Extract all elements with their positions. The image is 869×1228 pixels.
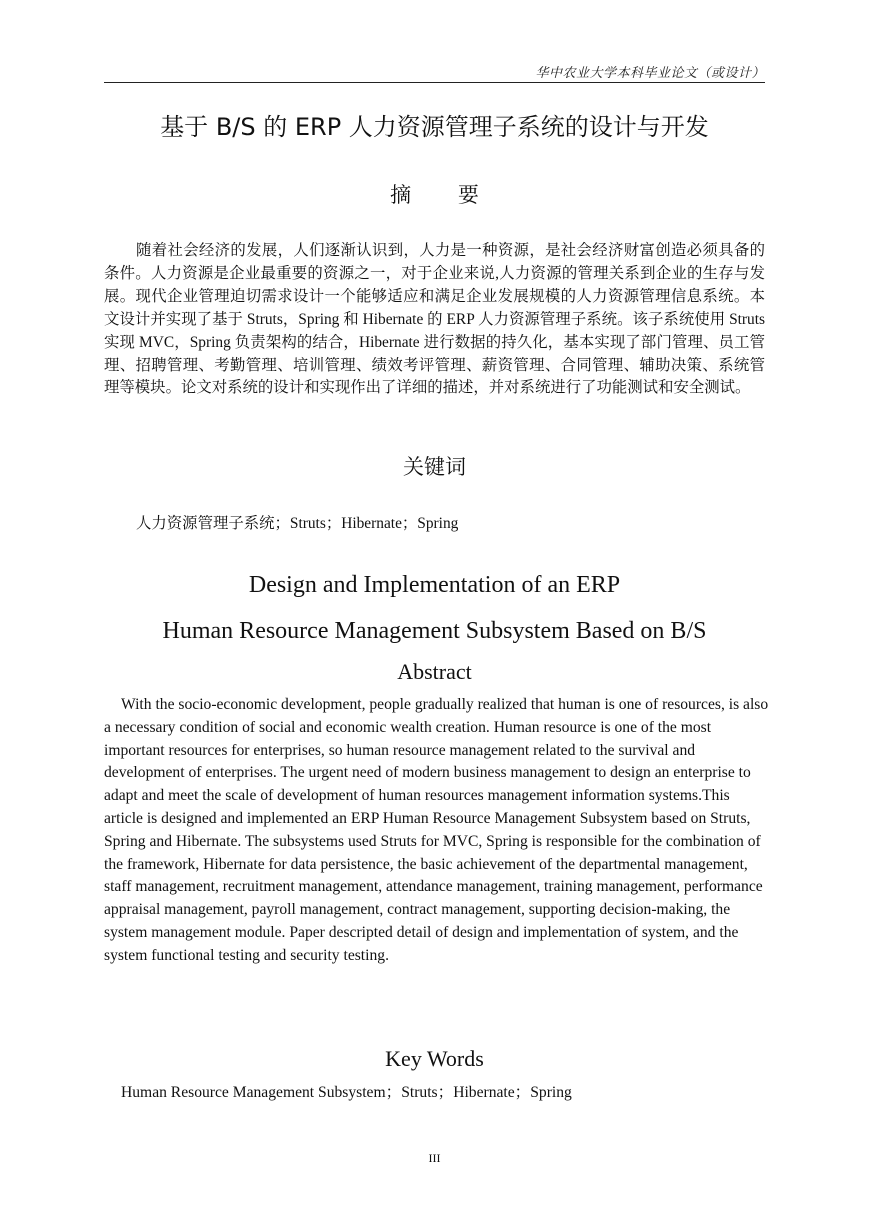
- chinese-keywords-heading: 关键词: [403, 455, 466, 479]
- english-abstract-text: With the socio-economic development, people gradually realized that human is one of resources, is also a necessary condition of social and economic wealth creation. Human resource is one of the most important resources for enterprises, so human resource management related to the survival and development of enterprises. The urgent need of modern business management to design an enterprise to adapt and meet the scale of development of human resources management information systems.This article is designed and implemented an ERP Human Resource Management Subsystem based on Struts, Spring and Hibernate. The subsystems used Struts for MVC, Spring is responsible for the combination of the framework, Hibernate for data persistence, the basic achievement of the departmental management, staff management, recruitment management, attendance management, training management, performance appraisal management, payroll management, contract management, supporting decision-making, the system management module. Paper descripted detail of design and implementation of system, and the system functional testing and security testing.: [104, 696, 769, 964]
- chinese-title: 基于 B/S 的 ERP 人力资源管理子系统的设计与开发: [160, 113, 709, 141]
- page-number: III: [428, 1151, 441, 1165]
- english-abstract-heading: Abstract: [397, 659, 472, 684]
- english-title-line-2: Human Resource Management Subsystem Based on B/S: [162, 618, 707, 644]
- english-keywords-heading: Key Words: [385, 1046, 484, 1071]
- running-title: 华中农业大学本科毕业论文（或设计）: [535, 65, 765, 80]
- english-title: [104, 562, 765, 654]
- chinese-keywords-text: 人力资源管理子系统；Struts；Hibernate；Spring: [136, 515, 459, 532]
- english-keywords-text: Human Resource Management Subsystem；Struts；Hibernate；Spring: [121, 1084, 572, 1101]
- chinese-abstract-text: 随着社会经济的发展，人们逐渐认识到，人力是一种资源，是社会经济财富创造必须具备的条件。人力资源是企业最重要的资源之一，对于企业来说,人力资源的管理关系到企业的生存与发展。现代企业管理迫切需求设计一个能够适应和满足企业发展规模的人力资源管理信息系统。本文设计并实现了基于 Struts，Spring 和 Hibernate 的 ERP 人力资源管理子系统。该子系统使用 Struts 实现 MVC，Spring 负责架构的结合，Hibernate 进行数据的持久化，基本实现了部门管理、员工管理、招聘管理、考勤管理、培训管理、绩效考评管理、薪资管理、合同管理、辅助决策、系统管理等模块。论文对系统的设计和实现作出了详细的描述，并对系统进行了功能测试和安全测试。: [104, 242, 765, 397]
- chinese-abstract-heading: 摘 要: [390, 183, 499, 207]
- page-header: [104, 62, 765, 83]
- english-title-line-1: Design and Implementation of an ERP: [248, 572, 621, 598]
